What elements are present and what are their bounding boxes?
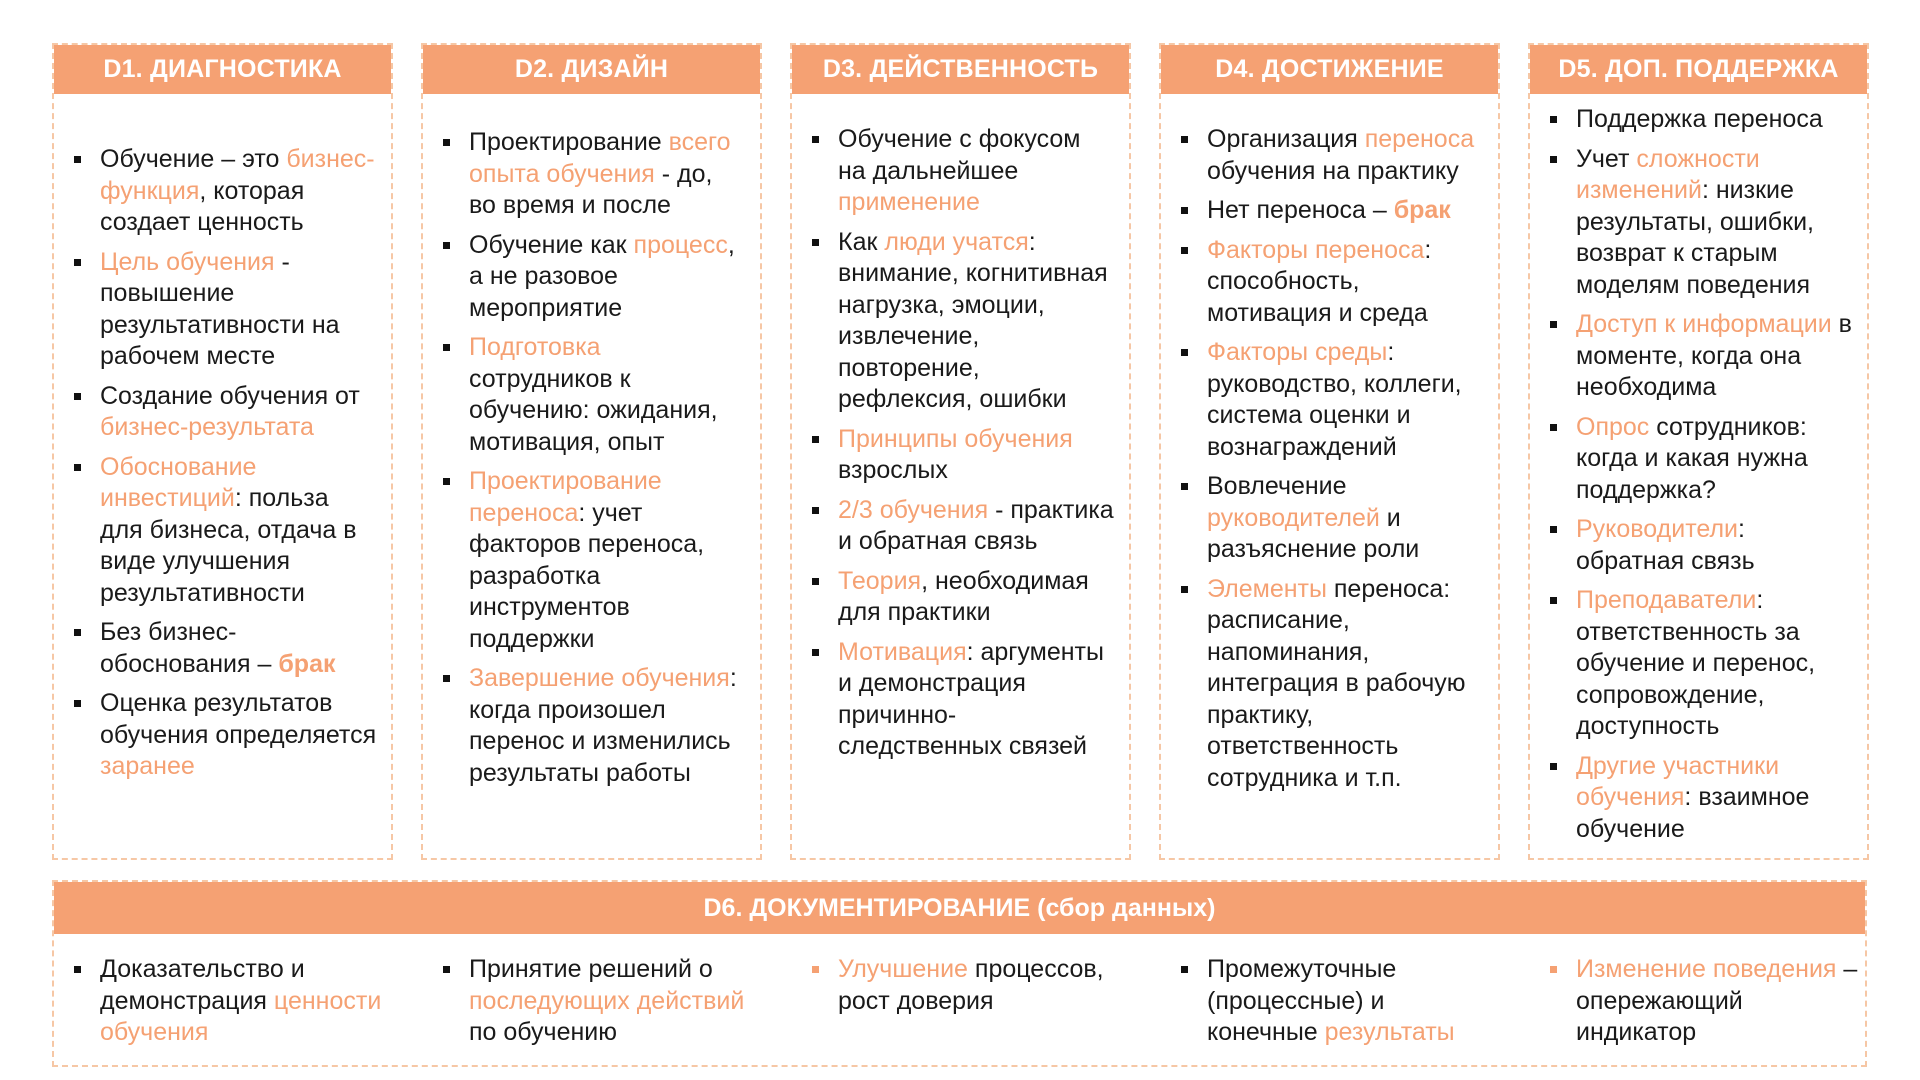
highlight-text: результаты [1324,1018,1455,1046]
item-text: : низкие результаты, ошибки, возврат к старым моделям поведения [1576,176,1814,299]
item-text: : учет факторов переноса, разработка инструментов поддержки [469,498,705,653]
list-item [72,954,392,1049]
highlight-text: брак [278,649,336,678]
item-text: Учет [1576,144,1637,173]
highlight-text: процесс [633,230,728,259]
highlight-text: бизнес-результата [100,413,314,441]
item-text: : взаимное обучение [1576,783,1810,843]
bottom-list [441,954,761,1049]
list-item [1179,574,1484,795]
item-text: , которая создает ценность [100,176,305,236]
item-text: сотрудников к обучению: ожидания, мотивация, опыт [469,364,718,456]
item-text: Обучение – это [100,145,287,173]
list-item [441,954,761,1049]
highlight-text: Опрос [1576,412,1650,441]
item-text: в моменте, когда она необходима [1576,310,1852,401]
column-list [810,124,1115,763]
column-title: D4. ДОСТИЖЕНИЕ [1161,45,1498,94]
item-text: Как [838,227,885,256]
highlight-text: сложности изменений [1576,144,1760,204]
column-d5-support [1528,43,1869,860]
item-text: Доказательство и демонстрация [100,955,305,1015]
item-text: : польза для бизнеса, отдача в виде улучшения результативности [100,484,357,607]
item-text: Обучение как [469,230,634,259]
item-text: обучения на практику [1207,156,1459,185]
item-text: Нет переноса – [1207,196,1394,224]
item-text: Вовлечение [1207,472,1347,500]
highlight-text: Элементы [1207,574,1327,603]
item-text: : способность, мотивация и среда [1207,235,1432,327]
highlight-text: бизнес-функция [100,145,375,205]
list-item [72,452,377,610]
item-text: : когда произошел перенос и изменились результаты работы [469,664,737,787]
item-text: - до, во время и после [469,159,713,219]
highlight-text: Проектирование переноса [469,467,662,527]
item-text: Поддержка переноса [1576,105,1823,133]
highlight-text: Мотивация [838,637,967,666]
item-text: , а не разовое мероприятие [469,230,735,322]
item-text: и разъяснение роли [1207,503,1420,563]
highlight-text: Улучшение [838,955,968,983]
item-text: , необходимая для практики [838,566,1089,626]
item-text: - практика и обратная связь [838,495,1114,555]
column-d2-design [421,43,762,860]
item-text: - повышение результативности на рабочем месте [100,247,340,370]
list-item [1179,235,1484,330]
highlight-text: Изменение поведения [1576,955,1837,983]
list-item [1548,751,1853,846]
item-text: переноса: расписание, напоминания, интеграция в рабочую практику, ответственность сотрудника и т.п. [1207,574,1466,792]
list-item [810,954,1130,1017]
list-item [810,424,1115,487]
list-item [72,381,377,444]
column-list [72,144,377,783]
section-d6-documentation [52,880,1867,1067]
item-text: Без бизнес-обоснования – [100,618,279,678]
highlight-text: Доступ к информации [1576,310,1832,338]
highlight-text: брак [1393,196,1451,224]
list-item [810,227,1115,416]
highlight-text: всего опыта обучения [469,128,731,188]
highlight-text: Завершение обучения [469,664,730,692]
list-item [1548,585,1853,743]
list-item [72,688,377,783]
highlight-text: ценности обучения [100,986,382,1046]
list-item [810,566,1115,629]
item-text: : руководство, коллеги, система оценки и вознаграждений [1207,338,1462,461]
highlight-text: Принципы обучения [838,424,1073,453]
item-text: Создание обучения от [100,381,360,410]
highlight-text: переноса [1364,125,1475,153]
highlight-text: Обоснование инвестиций [100,452,257,512]
section-title: D6. ДОКУМЕНТИРОВАНИЕ (сбор данных) [54,882,1865,934]
highlight-text: Другие участники обучения [1576,751,1780,811]
bottom-list [1179,954,1499,1049]
item-text: Принятие решений о [469,955,713,983]
item-text: Организация [1207,125,1365,153]
highlight-text: Факторы среды [1207,338,1388,366]
item-text: по обучению [469,1018,618,1046]
item-text: Промежуточные (процессные) и конечные [1207,955,1397,1046]
list-item [441,663,746,789]
list-item [441,332,746,458]
item-text: сотрудников: когда и какая нужна поддержка? [1576,412,1808,504]
item-text: : внимание, когнитивная нагрузка, эмоции, извлечение, повторение, рефлексия, ошибки [838,227,1108,413]
list-item [72,247,377,373]
list-item [1179,124,1484,187]
column-title: D5. ДОП. ПОДДЕРЖКА [1530,45,1867,94]
item-text: : ответственность за обучение и перенос, сопровождение, доступность [1576,586,1816,740]
list-item [1179,471,1484,566]
list-item [1179,337,1484,463]
highlight-text: Теория [838,566,922,595]
highlight-text: Факторы переноса [1207,235,1425,264]
item-text: : аргументы и демонстрация причинно-следственных связей [838,637,1104,760]
list-item [441,230,746,325]
list-item [810,637,1115,763]
list-item [1548,412,1853,507]
highlight-text: Цель обучения [100,247,275,276]
item-text: процессов, рост доверия [838,955,1104,1015]
list-item [1548,104,1853,136]
bottom-list [72,954,392,1049]
highlight-text: Подготовка [469,333,601,361]
list-item [1179,195,1484,227]
column-title: D1. ДИАГНОСТИКА [54,45,391,94]
list-item [810,124,1115,219]
list-item [1548,309,1853,404]
column-title: D2. ДИЗАЙН [423,45,760,94]
list-item [1548,144,1853,302]
highlight-text: Преподаватели [1576,586,1757,614]
column-d4-achievement [1159,43,1500,860]
column-title: D3. ДЕЙСТВЕННОСТЬ [792,45,1129,94]
item-text: Обучение с фокусом на дальнейшее [838,125,1081,185]
highlight-text: люди учатся [884,227,1029,256]
item-text: Проектирование [469,128,669,156]
list-item [441,466,746,655]
item-text: : обратная связь [1576,515,1755,575]
list-item [441,127,746,222]
column-list [441,127,746,789]
list-item [1548,954,1868,1049]
highlight-text: применение [838,188,980,216]
column-list [1548,104,1853,845]
item-text: взрослых [838,456,948,484]
column-list [1179,124,1484,794]
bottom-list [810,954,1130,1017]
list-item [810,495,1115,558]
highlight-text: Руководители [1576,515,1738,543]
highlight-text: последующих действий [469,986,745,1015]
column-d1-diagnostics [52,43,393,860]
item-text: – опережающий индикатор [1576,955,1858,1046]
list-item [1548,514,1853,577]
highlight-text: заранее [100,752,195,780]
highlight-text: руководителей [1207,503,1380,532]
list-item [72,144,377,239]
list-item [1179,954,1499,1049]
item-text: Оценка результатов обучения определяется [100,689,377,749]
list-item [72,617,377,680]
highlight-text: 2/3 обучения [838,495,989,524]
column-d3-effectiveness [790,43,1131,860]
bottom-list [1548,954,1868,1049]
